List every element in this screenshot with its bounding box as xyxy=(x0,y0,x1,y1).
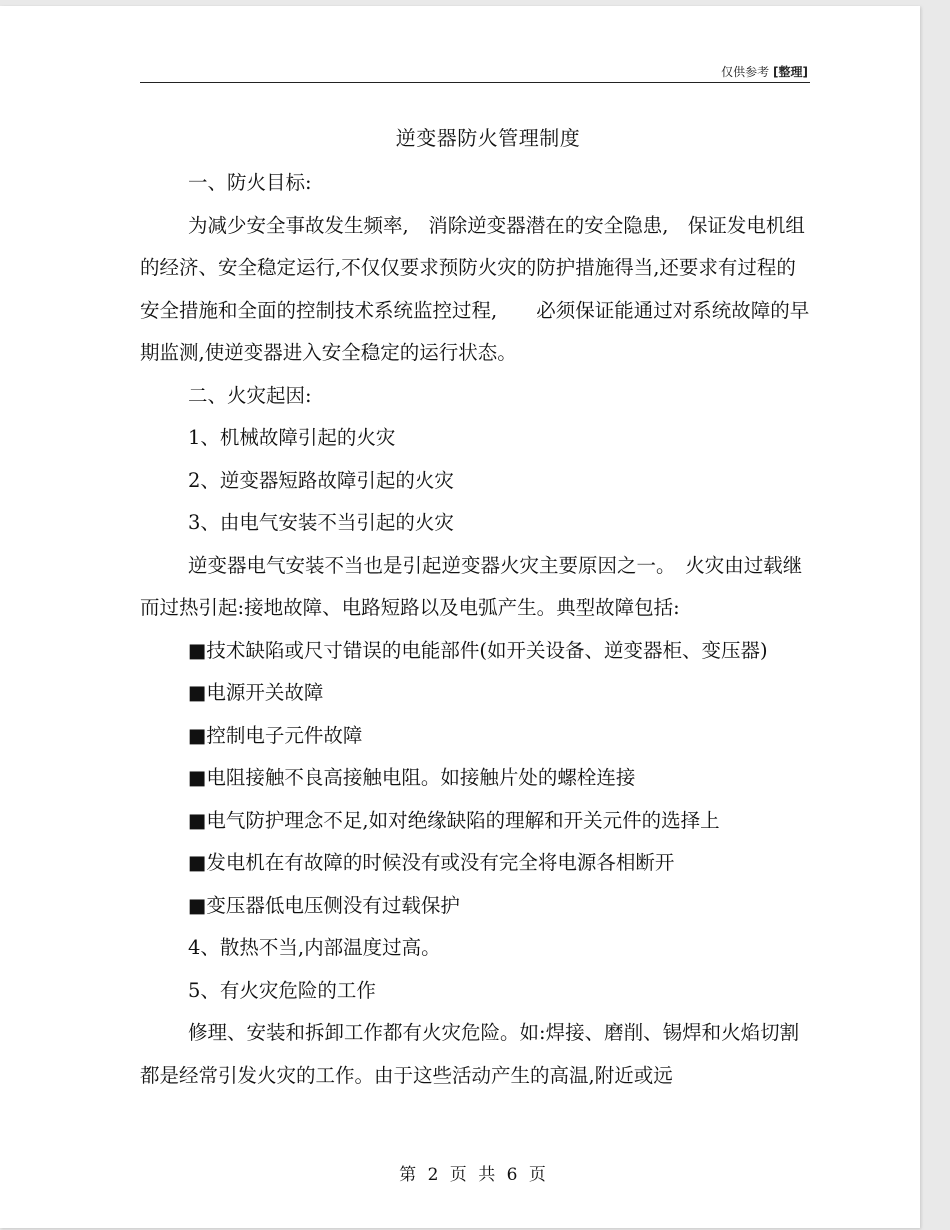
header-tag: [整理] xyxy=(773,65,808,79)
paragraph: 4、散热不当,内部温度过高。 xyxy=(188,936,441,959)
document-title: 逆变器防火管理制度 xyxy=(395,126,581,150)
paragraph: ■电阻接触不良高接触电阻。如接触片处的螺栓连接 xyxy=(188,766,636,789)
paragraph: ■电气防护理念不足,如对绝缘缺陷的理解和开关元件的选择上 xyxy=(188,808,720,832)
paragraph: 1、机械故障引起的火灾 xyxy=(188,426,396,449)
paragraph: 为减少安全事故发生频率, 消除逆变器潜在的安全隐患, 保证发电机组的经济、安全稳定运行,不仅仅要求预防火灾的防护措施得当,还要求有过程的安全措施和全面的控制技术系统监控过程, 必须保证能通过对系统故障的早期监测,使逆变器进入安全稳定的运行状态。 xyxy=(140,213,810,364)
paragraph: 二、火灾起因: xyxy=(188,383,312,407)
paragraph: 逆变器电气安装不当也是引起逆变器火灾主要原因之一。 火灾由过载继而过热引起:接地故障、电路短路以及电弧产生。典型故障包括: xyxy=(140,553,803,619)
paragraph: ■控制电子元件故障 xyxy=(188,723,363,747)
document-page xyxy=(0,6,920,1228)
paragraph: ■技术缺陷或尺寸错误的电能部件(如开关设备、逆变器柜、变压器) xyxy=(188,638,768,662)
header-note xyxy=(721,63,808,80)
paragraph: ■电源开关故障 xyxy=(188,681,324,704)
paragraph: 一、防火目标: xyxy=(188,171,312,194)
paragraph: 2、逆变器短路故障引起的火灾 xyxy=(188,468,454,492)
paragraph: ■变压器低电压侧没有过载保护 xyxy=(188,893,460,917)
header-rule xyxy=(140,82,810,83)
paragraph: ■发电机在有故障的时候没有或没有完全将电源各相断开 xyxy=(188,851,675,874)
page-footer: 第 2 页 共 6 页 xyxy=(399,1165,546,1185)
header-note-text: 仅供参考 xyxy=(721,65,770,79)
document-body xyxy=(140,162,810,1097)
paragraph: 修理、安装和拆卸工作都有火灾危险。如:焊接、磨削、锡焊和火焰切割都是经常引发火灾的工作。由于这些活动产生的高温,附近或远 xyxy=(140,1021,800,1087)
paragraph: 5、有火灾危险的工作 xyxy=(188,978,376,1002)
paragraph: 3、由电气安装不当引起的火灾 xyxy=(188,511,454,534)
